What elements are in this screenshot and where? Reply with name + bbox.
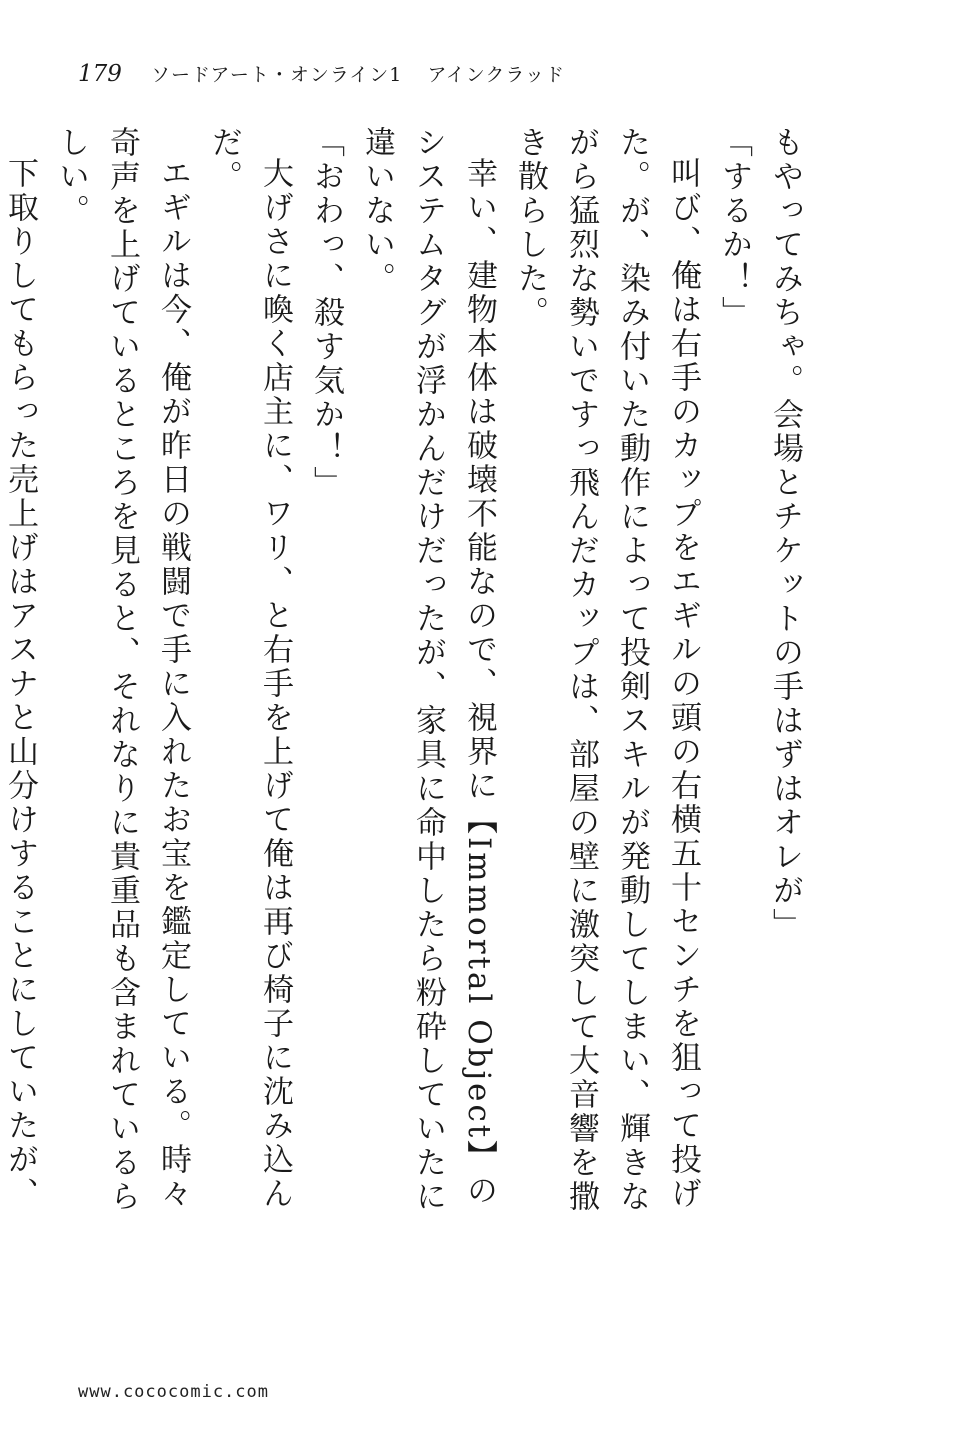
book-title: ソードアート・オンライン1 — [151, 64, 403, 86]
paragraph: 叫び、俺は右手のカップをエギルの頭の右横五十センチを狙って投げた。が、染み付いた動作によって投剣スキルが発動してしまい、輝きながら猛烈な勢いですっ飛んだカップは、部屋の壁に激突して大音響を撒き散らした。 — [512, 126, 701, 1214]
paragraph: 幸い、建物本体は破壊不能なので、視界に【Immortal Object】のシステムタグが浮かんだけだったが、家具に命中したら粉砕していたに違いない。 — [359, 126, 497, 1214]
page-header — [78, 60, 565, 90]
vertical-body-text — [0, 126, 810, 1242]
watermark-url: www.cococomic.com — [78, 1382, 269, 1402]
paragraph: 大げさに喚く店主に、ワリ、と右手を上げて俺は再び椅子に沈み込んだ。 — [206, 126, 293, 1211]
paragraph: エギルは今、俺が昨日の戦闘で手に入れたお宝を鑑定している。時々奇声を上げているところを見ると、それなりに貴重品も含まれているらしい。 — [53, 126, 191, 1214]
paragraph: 「するか！」 — [716, 126, 752, 330]
page-number: 179 — [78, 61, 122, 87]
paragraph: もやってみちゃ。会場とチケットの手はずはオレが」 — [767, 126, 803, 942]
paragraph: 「おわっ、殺す気か！」 — [308, 126, 344, 500]
paragraph: 下取りしてもらった売上げはアスナと山分けすることにしていたが、 — [2, 157, 38, 1211]
book-subtitle: アインクラッド — [427, 64, 566, 86]
